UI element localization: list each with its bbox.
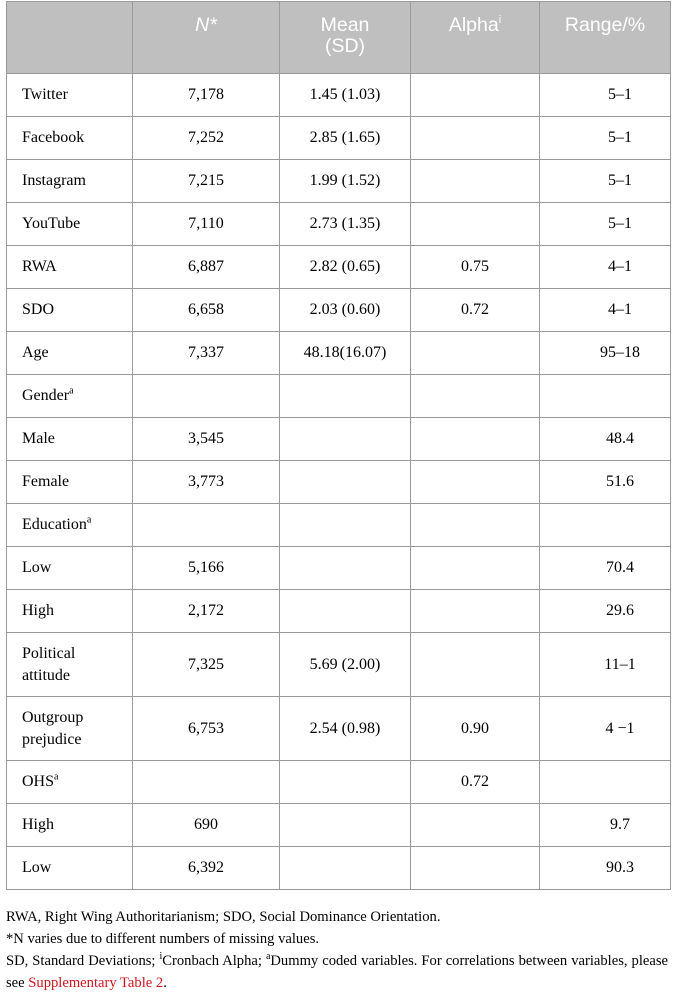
cell-mean-text: 2.73 (1.35): [309, 215, 381, 232]
header-mean: [280, 2, 411, 74]
footnote-alpha: Cronbach Alpha;: [162, 953, 266, 969]
cell-mean-text: 2.03 (0.60): [309, 301, 381, 318]
cell-mean: [280, 203, 411, 246]
table-row: [7, 590, 671, 633]
cell-mean-text: 2.54 (0.98): [309, 719, 381, 737]
cell-n-text: 7,110: [188, 215, 224, 232]
table-row: [7, 418, 671, 461]
descriptive-statistics-table: [6, 1, 671, 890]
cell-n-text: 7,337: [188, 344, 224, 361]
cell-n-text: 7,215: [188, 172, 224, 189]
cell-mean: [280, 418, 411, 461]
cell-mean: [280, 804, 411, 847]
cell-mean: [280, 117, 411, 160]
header-label: [7, 2, 133, 74]
table-row: [7, 504, 671, 547]
footnote-mark: a: [86, 514, 92, 526]
table-body: [7, 74, 671, 890]
row-label-text: Twitter: [22, 86, 68, 103]
table-row: [7, 117, 671, 160]
header-range: Range/%: [540, 2, 671, 74]
cell-range: [540, 547, 671, 590]
row-label: [7, 761, 133, 804]
row-label: [7, 633, 133, 697]
cell-range: [540, 804, 671, 847]
row-label: [7, 117, 133, 160]
table-row: [7, 203, 671, 246]
cell-mean: [280, 633, 411, 697]
table-row: [7, 74, 671, 117]
cell-n: [133, 697, 280, 761]
cell-n: [133, 160, 280, 203]
cell-n: [133, 804, 280, 847]
cell-mean: [280, 246, 411, 289]
row-label-text: High: [22, 602, 54, 619]
footnote-sd: SD, Standard Deviations;: [6, 953, 160, 969]
header-alpha: [411, 2, 540, 74]
row-label: [7, 418, 133, 461]
cell-alpha-text: 0.72: [461, 301, 489, 318]
cell-range-text: 5–1: [608, 172, 632, 189]
cell-n-text: 6,753: [188, 719, 224, 737]
row-label: [7, 504, 133, 547]
cell-range: [540, 697, 671, 761]
cell-mean: [280, 547, 411, 590]
cell-alpha: [411, 246, 540, 289]
table-row: [7, 461, 671, 504]
cell-range-text: 95–18: [600, 344, 640, 361]
row-label-text: Instagram: [22, 172, 86, 189]
table-row: [7, 804, 671, 847]
cell-n: [133, 375, 280, 418]
cell-n-text: 6,392: [188, 859, 224, 876]
cell-alpha: [411, 590, 540, 633]
cell-range-text: 11–1: [604, 655, 636, 673]
cell-n-text: 3,545: [188, 430, 224, 447]
footnote-mark-i: i: [159, 951, 163, 963]
cell-n-text: 7,252: [188, 129, 224, 146]
cell-range: [540, 74, 671, 117]
footnote-legend: [6, 950, 668, 994]
cell-n: [133, 289, 280, 332]
cell-range-text: 48.4: [606, 430, 634, 447]
cell-range: [540, 761, 671, 804]
row-label-text: Age: [22, 344, 49, 361]
cell-n: [133, 246, 280, 289]
table-footnotes: [6, 906, 668, 994]
row-label: [7, 203, 133, 246]
cell-n: [133, 847, 280, 890]
footnote-dummy: Dummy coded variables. For correlations between variables, please see: [6, 953, 668, 991]
row-label: [7, 847, 133, 890]
row-label-text: Gender: [22, 387, 70, 404]
cell-alpha: [411, 289, 540, 332]
footnote-n: *N varies due to different numbers of missing values.: [6, 931, 320, 947]
cell-n-text: 7,178: [188, 86, 224, 103]
row-label: [7, 461, 133, 504]
table-row: [7, 332, 671, 375]
header-alpha-mark: i: [498, 13, 502, 26]
cell-mean-text: 1.45 (1.03): [309, 86, 381, 103]
cell-mean: [280, 697, 411, 761]
row-label-text: Low: [22, 859, 52, 876]
table-row: [7, 847, 671, 890]
row-label: [7, 804, 133, 847]
footnote-mark-a: a: [265, 951, 271, 963]
row-label: [7, 375, 133, 418]
footnote-mark: a: [54, 771, 59, 783]
cell-alpha: [411, 203, 540, 246]
cell-mean: [280, 332, 411, 375]
cell-mean: [280, 160, 411, 203]
cell-n-text: 7,325: [188, 655, 224, 673]
cell-range: [540, 633, 671, 697]
cell-mean: [280, 74, 411, 117]
cell-n-text: 3,773: [188, 473, 224, 490]
cell-alpha: [411, 74, 540, 117]
cell-alpha: [411, 761, 540, 804]
table-row: [7, 246, 671, 289]
cell-mean-text: 5.69 (2.00): [309, 655, 381, 673]
cell-n: [133, 633, 280, 697]
header-alpha-text: Alpha: [448, 14, 499, 36]
cell-n: [133, 461, 280, 504]
cell-alpha: [411, 697, 540, 761]
row-label-text: RWA: [22, 258, 57, 275]
footnote-end: .: [163, 975, 167, 991]
cell-alpha: [411, 847, 540, 890]
row-label: [7, 74, 133, 117]
header-row: [7, 2, 671, 74]
header-mean-line2: (SD): [324, 35, 366, 57]
row-label: [7, 697, 133, 761]
row-label: [7, 289, 133, 332]
cell-n: [133, 418, 280, 461]
table-row: [7, 547, 671, 590]
cell-range: [540, 504, 671, 547]
row-label: [7, 332, 133, 375]
cell-alpha-text: 0.72: [461, 773, 489, 790]
cell-mean-text: 1.99 (1.52): [309, 172, 381, 189]
row-label: [7, 246, 133, 289]
cell-range: [540, 590, 671, 633]
cell-n-text: 5,166: [188, 559, 224, 576]
cell-range-text: 51.6: [606, 473, 634, 490]
cell-range: [540, 203, 671, 246]
table-row: [7, 160, 671, 203]
cell-alpha: [411, 633, 540, 697]
cell-range: [540, 117, 671, 160]
cell-mean-text: 2.82 (0.65): [309, 258, 381, 275]
row-label-text: Facebook: [22, 129, 85, 146]
cell-mean: [280, 504, 411, 547]
row-label-text: Political attitude: [22, 644, 76, 684]
cell-range: [540, 375, 671, 418]
cell-mean: [280, 761, 411, 804]
row-label-text: High: [22, 816, 54, 833]
cell-alpha: [411, 160, 540, 203]
cell-range-text: 90.3: [606, 859, 634, 876]
row-label-text: Low: [22, 559, 52, 576]
cell-n: [133, 590, 280, 633]
cell-alpha: [411, 332, 540, 375]
cell-n-text: 2,172: [188, 602, 224, 619]
cell-n-text: 6,658: [188, 301, 224, 318]
cell-n: [133, 332, 280, 375]
row-label-text: Outgroup prejudice: [22, 708, 84, 748]
cell-range: [540, 160, 671, 203]
header-n: N*: [133, 2, 280, 74]
cell-range-text: 5–1: [608, 129, 632, 146]
cell-n: [133, 504, 280, 547]
cell-alpha: [411, 375, 540, 418]
cell-mean: [280, 847, 411, 890]
cell-n-text: 690: [194, 816, 218, 833]
cell-alpha: [411, 504, 540, 547]
cell-alpha: [411, 117, 540, 160]
row-label: [7, 547, 133, 590]
row-label-text: YouTube: [22, 215, 81, 232]
cell-range-text: 4–1: [608, 301, 632, 318]
cell-alpha: [411, 418, 540, 461]
table-row: [7, 633, 671, 697]
cell-alpha: [411, 461, 540, 504]
table-row: [7, 289, 671, 332]
cell-range: [540, 289, 671, 332]
cell-alpha: [411, 804, 540, 847]
row-label-text: SDO: [22, 301, 55, 318]
cell-range-text: 4–1: [608, 258, 632, 275]
row-label-text: OHS: [22, 773, 55, 790]
cell-mean: [280, 289, 411, 332]
footnote-mark: a: [69, 385, 74, 397]
table-row: [7, 761, 671, 804]
cell-range: [540, 847, 671, 890]
row-label: [7, 160, 133, 203]
row-label: [7, 590, 133, 633]
cell-alpha-text: 0.90: [461, 719, 489, 737]
cell-range: [540, 246, 671, 289]
cell-alpha-text: 0.75: [461, 258, 489, 275]
cell-range-text: 4 −1: [605, 719, 635, 737]
row-label-text: Female: [22, 473, 70, 490]
cell-mean: [280, 375, 411, 418]
cell-n: [133, 203, 280, 246]
cell-n: [133, 761, 280, 804]
cell-mean: [280, 590, 411, 633]
cell-n: [133, 547, 280, 590]
cell-range-text: 29.6: [606, 602, 634, 619]
cell-range: [540, 461, 671, 504]
cell-n-text: 6,887: [188, 258, 224, 275]
cell-n: [133, 74, 280, 117]
cell-mean-text: 48.18(16.07): [303, 344, 387, 361]
table-row: [7, 375, 671, 418]
cell-range-text: 5–1: [608, 86, 632, 103]
cell-alpha: [411, 547, 540, 590]
row-label-text: Education: [22, 516, 87, 533]
cell-range: [540, 418, 671, 461]
cell-range-text: 70.4: [606, 559, 634, 576]
row-label-text: Male: [22, 430, 55, 447]
footnote-abbreviations: RWA, Right Wing Authoritarianism; SDO, Social Dominance Orientation.: [6, 909, 441, 925]
cell-n: [133, 117, 280, 160]
cell-range: [540, 332, 671, 375]
cell-range-text: 9.7: [610, 816, 630, 833]
cell-mean-text: 2.85 (1.65): [309, 129, 381, 146]
cell-mean: [280, 461, 411, 504]
supplementary-table-link[interactable]: Supplementary Table 2: [28, 975, 164, 991]
table-row: [7, 697, 671, 761]
cell-range-text: 5–1: [608, 215, 632, 232]
header-mean-line1: Mean: [320, 14, 370, 36]
